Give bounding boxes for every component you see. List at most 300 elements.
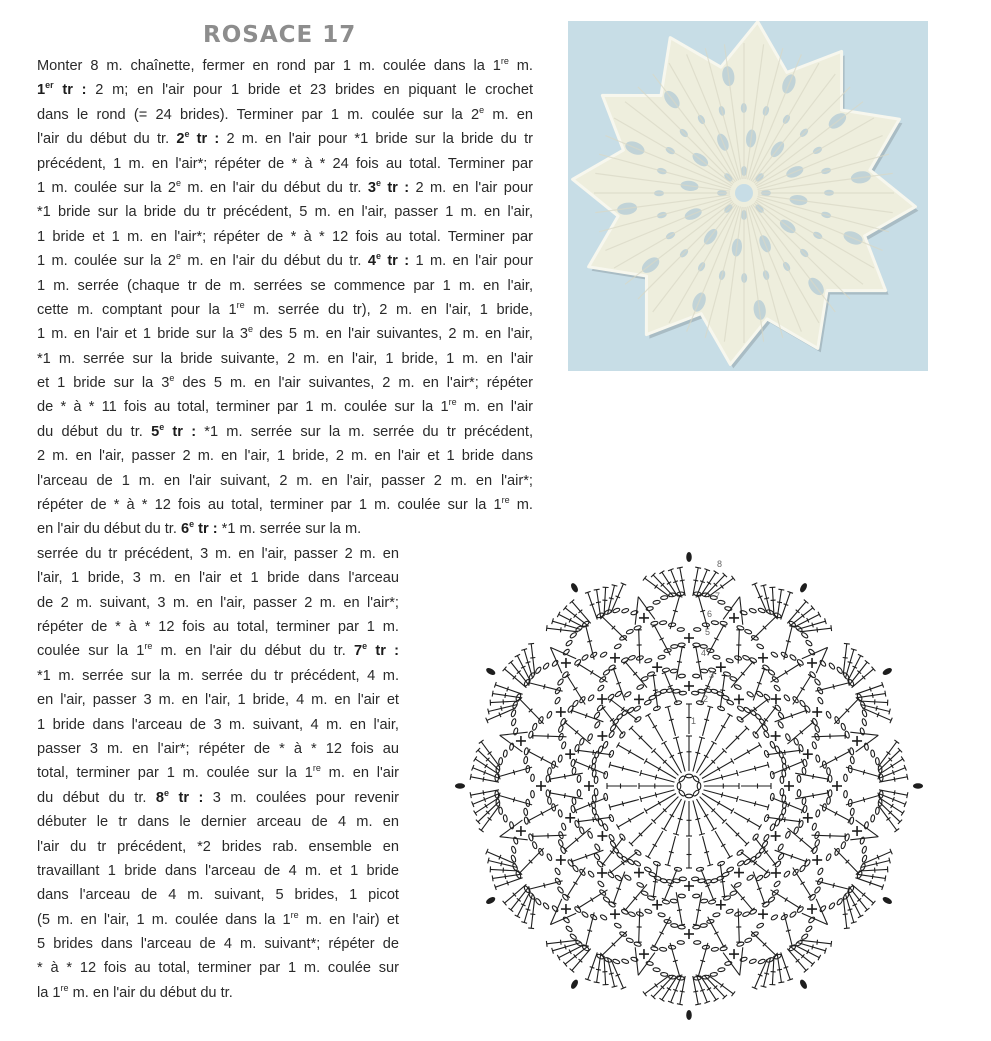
chain-stitch-mark <box>554 697 561 705</box>
chain-stitch-mark <box>758 958 766 964</box>
single-crochet-mark <box>610 909 620 919</box>
chain-stitch-mark <box>685 774 692 778</box>
ordinal-suffix: er <box>45 80 54 91</box>
instruction-text: m. en l'air <box>456 399 534 416</box>
instruction-line <box>37 249 533 273</box>
instruction-text: passer 3 m. en l'air*; répéter de * à * 12 fois au <box>37 740 399 757</box>
doily-center-hole <box>735 184 753 202</box>
single-crochet-mark <box>634 694 644 704</box>
single-crochet-mark <box>803 813 813 823</box>
double-crochet-mark <box>700 749 727 776</box>
chain-stitch-mark <box>572 700 579 708</box>
picot-mark <box>914 784 923 788</box>
single-crochet-mark <box>584 781 594 791</box>
chain-stitch-mark <box>535 666 542 674</box>
double-crochet-mark <box>686 736 692 771</box>
chain-stitch-mark <box>836 898 843 906</box>
chain-stitch-mark <box>875 757 880 765</box>
decrease-mark <box>635 947 655 975</box>
chain-stitch-mark <box>756 922 764 928</box>
chain-stitch-mark <box>780 776 784 783</box>
instruction-text: la 1 <box>37 984 61 1001</box>
chain-stitch-mark <box>826 797 830 805</box>
chain-stitch-mark <box>825 711 831 719</box>
double-crochet-mark <box>600 931 627 957</box>
ordinal-suffix: re <box>448 397 457 408</box>
double-crochet-mark <box>670 595 682 629</box>
chain-stitch-mark <box>546 853 552 861</box>
double-crochet-mark <box>585 952 597 980</box>
instruction-text: m. en l'air <box>320 765 399 782</box>
single-crochet-mark <box>684 929 694 939</box>
chain-stitch-mark <box>678 775 686 783</box>
double-crochet-mark <box>528 643 535 675</box>
instruction-line <box>37 152 533 176</box>
round-heading: 8 <box>155 789 165 806</box>
chain-stitch-mark <box>756 643 764 649</box>
ordinal-suffix: e <box>175 251 181 262</box>
chain-stitch-mark <box>726 699 734 705</box>
chain-stitch-mark <box>849 817 854 825</box>
round-2 <box>603 700 774 871</box>
chain-stitch-mark <box>797 789 801 796</box>
instruction-line <box>37 908 399 932</box>
fan-repeat <box>546 583 626 633</box>
double-crochet-mark <box>820 805 851 823</box>
fan-repeat <box>878 740 922 832</box>
single-crochet-mark <box>729 949 739 959</box>
double-crochet-mark <box>700 976 718 1002</box>
chain-stitch-mark <box>603 896 611 903</box>
instruction-line <box>37 956 399 980</box>
round-heading: tr : <box>189 131 220 148</box>
double-crochet-mark <box>781 591 793 619</box>
chain-stitch-mark <box>850 756 855 764</box>
chain-stitch-mark <box>565 925 573 932</box>
instruction-text: (5 m. en l'air, 1 m. coulée dans la 1 <box>37 911 291 928</box>
chain-stitch-mark <box>581 911 589 918</box>
chain-stitch-mark <box>870 815 875 823</box>
chain-stitch-mark <box>561 823 567 831</box>
instruction-line <box>37 274 533 298</box>
chain-stitch-mark <box>828 790 832 797</box>
instruction-line <box>37 883 399 907</box>
instruction-line <box>37 664 399 688</box>
double-crochet-mark <box>609 800 639 811</box>
instruction-line <box>37 371 533 395</box>
chain-stitch-mark <box>814 678 821 686</box>
instruction-text: précédent, 1 m. en l'air*; répéter de * à * 24 fois au total. Terminer par <box>37 155 533 172</box>
chain-stitch-mark <box>844 774 848 781</box>
crochet-chart <box>455 540 991 1041</box>
instruction-line <box>37 200 533 224</box>
chain-stitch-mark <box>614 643 622 649</box>
round-heading: 5 <box>151 423 160 440</box>
instruction-line <box>37 127 533 151</box>
chain-stitch-mark <box>621 958 629 964</box>
double-crochet-mark <box>693 737 705 772</box>
single-crochet-mark <box>807 658 817 668</box>
instruction-text: m. <box>509 497 533 514</box>
double-crochet-mark <box>855 878 883 890</box>
round-heading: tr : <box>367 643 400 660</box>
single-crochet-mark <box>734 694 744 704</box>
chain-stitch-mark <box>651 946 659 951</box>
instruction-line <box>37 566 399 590</box>
chain-stitch-mark <box>726 908 734 914</box>
instruction-line <box>37 835 399 859</box>
chain-stitch-mark <box>713 655 721 660</box>
double-crochet-mark <box>474 797 500 815</box>
instruction-text: 1 m. serrée (chaque tr de m. serrées se commence par 1 m. en l'air, <box>37 277 533 294</box>
instruction-text: Monter 8 m. chaînette, fermer en rond par 1 m. coulée dans la 1 <box>37 58 501 74</box>
chain-stitch-mark <box>660 595 668 600</box>
chain-stitch-mark <box>547 768 551 776</box>
instruction-text: et 1 bride sur la 3 <box>37 375 170 392</box>
chain-stitch-mark <box>503 815 508 823</box>
instruction-text: coulée sur la 1 <box>37 643 145 660</box>
chain-stitch-mark <box>602 741 608 749</box>
instruction-text: 5 brides dans l'arceau de 4 m. suivant*; répéter de <box>37 936 399 953</box>
double-crochet-mark <box>843 897 850 929</box>
round-6 <box>523 620 854 951</box>
chain-stitch-mark <box>777 843 784 851</box>
double-crochet-mark <box>734 742 762 760</box>
chain-stitch-mark <box>828 662 835 670</box>
round-heading: 1 <box>37 82 46 99</box>
double-crochet-mark <box>703 706 714 736</box>
instruction-line <box>37 810 399 834</box>
instruction-text: répéter de * à * 12 fois au total, terminer par 1 m. <box>37 618 399 635</box>
chain-stitch-mark <box>678 894 685 898</box>
chain-stitch-mark <box>763 730 770 738</box>
chain-stitch-mark <box>840 723 846 731</box>
chain-stitch-mark <box>720 621 728 626</box>
chain-stitch-mark <box>659 620 667 625</box>
chain-stitch-mark <box>546 775 550 782</box>
double-crochet-mark <box>474 756 500 774</box>
chain-stitch-mark <box>744 937 752 943</box>
chain-stitch-mark <box>671 923 679 927</box>
chain-stitch-mark <box>799 865 806 873</box>
round-4 <box>571 668 808 905</box>
single-crochet-mark <box>652 662 662 672</box>
picot-mark <box>486 667 496 675</box>
fan-repeat <box>486 849 536 929</box>
chain-stitch-mark <box>814 725 820 733</box>
double-crochet-mark <box>529 881 563 892</box>
double-crochet-mark <box>527 805 558 823</box>
round-number-label: 1 <box>691 716 697 726</box>
round-heading: 4 <box>367 253 376 270</box>
chain-stitch-mark <box>511 846 517 854</box>
chain-stitch-mark <box>581 654 589 661</box>
double-crochet-mark <box>650 864 657 897</box>
chain-stitch-mark <box>542 662 549 670</box>
chain-stitch-mark <box>815 755 820 763</box>
chain-stitch-mark <box>828 902 835 910</box>
double-crochet-mark <box>652 797 679 824</box>
double-crochet-mark <box>834 697 860 724</box>
chain-stitch-mark <box>644 658 652 664</box>
double-crochet-mark <box>739 800 769 811</box>
instruction-text: serrée du tr précédent, 3 m. en l'air, passer 2 m. en <box>37 545 399 562</box>
chain-stitch-mark <box>720 946 728 951</box>
chain-stitch-mark <box>693 643 700 647</box>
decrease-mark <box>850 820 878 840</box>
double-crochet-mark <box>498 767 532 779</box>
chain-stitch-mark <box>734 684 742 690</box>
single-crochet-mark <box>634 868 644 878</box>
chain-stitch-mark <box>746 874 754 881</box>
chain-stitch-mark <box>603 771 608 779</box>
chain-stitch-mark <box>619 833 626 841</box>
chain-stitch-mark <box>557 886 564 894</box>
double-crochet-mark <box>673 801 685 836</box>
instruction-line <box>37 542 399 566</box>
chain-stitch-mark <box>510 709 516 717</box>
double-crochet-mark <box>659 976 677 1002</box>
double-crochet-mark <box>846 767 880 779</box>
chain-stitch-mark <box>805 639 813 646</box>
double-crochet-mark <box>528 897 535 929</box>
double-crochet-mark <box>650 675 657 708</box>
chain-stitch-mark <box>746 691 754 698</box>
chain-stitch-mark <box>692 894 699 898</box>
chain-stitch-mark <box>498 807 503 815</box>
double-crochet-mark <box>563 720 590 744</box>
round-heading: 2 <box>176 131 185 148</box>
single-crochet-mark <box>565 749 575 759</box>
double-crochet-mark <box>726 823 749 846</box>
chain-stitch-mark <box>677 628 684 632</box>
double-crochet-mark <box>529 680 563 691</box>
double-crochet-mark <box>673 737 685 772</box>
double-crochet-mark <box>611 668 625 700</box>
double-crochet-mark <box>704 790 739 802</box>
round-heading: tr : <box>53 82 87 99</box>
instruction-text: 1 m. coulée sur la 2 <box>37 179 176 196</box>
ordinal-suffix: re <box>500 56 509 66</box>
chain-stitch-mark <box>612 607 620 613</box>
round-heading: tr : <box>169 789 204 806</box>
single-crochet-mark <box>784 781 794 791</box>
double-crochet-mark <box>775 850 807 864</box>
instruction-text: *1 m. serrée sur la m. <box>217 521 362 538</box>
chain-stitch-mark <box>670 899 678 904</box>
double-crochet-mark <box>704 783 739 789</box>
double-crochet-mark <box>578 747 611 754</box>
double-crochet-mark <box>601 706 623 734</box>
chain-stitch-mark <box>696 867 704 872</box>
instruction-text: *1 m. serrée sur la m. serrée du tr précédent, 4 m. <box>37 667 399 684</box>
chain-stitch-mark <box>710 972 718 977</box>
foundation-ring <box>677 774 701 798</box>
chain-stitch-mark <box>532 723 538 731</box>
round-number-label: 6 <box>707 609 713 619</box>
single-crochet-mark <box>652 900 662 910</box>
double-crochet-mark <box>583 912 594 946</box>
double-crochet-mark <box>815 881 849 892</box>
chain-stitch-mark <box>531 791 535 798</box>
ordinal-suffix: e <box>164 787 170 798</box>
double-crochet-mark <box>771 890 801 910</box>
chain-stitch-mark <box>711 620 719 625</box>
instruction-text: en l'air, passer 3 m. en l'air, 1 bride, 4 m. en l'air et <box>37 692 399 709</box>
double-crochet-mark <box>800 625 832 632</box>
double-crochet-mark <box>708 917 726 948</box>
chain-stitch-mark <box>783 694 790 702</box>
double-crochet-mark <box>565 674 585 704</box>
instruction-line <box>37 176 533 200</box>
chain-stitch-mark <box>770 651 778 658</box>
chain-stitch-mark <box>624 691 632 698</box>
chain-stitch-mark <box>554 867 561 875</box>
crochet-diagram <box>455 540 991 1041</box>
chain-stitch-mark <box>659 947 667 952</box>
double-crochet-mark <box>498 793 532 805</box>
chain-stitch-mark <box>861 846 867 854</box>
chain-stitch-mark <box>849 748 854 756</box>
ordinal-suffix: re <box>60 982 69 993</box>
chain-stitch-mark <box>658 655 666 660</box>
ordinal-suffix: re <box>290 909 299 920</box>
chain-stitch-mark <box>692 674 699 678</box>
round-number-label: 3 <box>709 670 715 680</box>
double-crochet-mark <box>751 615 778 641</box>
chain-stitch-mark <box>674 867 682 872</box>
fan-repeat <box>486 643 536 723</box>
chain-stitch-mark <box>498 757 503 765</box>
chain-stitch-mark <box>546 711 552 719</box>
chain-stitch-mark <box>565 639 573 646</box>
double-crochet-mark <box>670 943 682 977</box>
instruction-line <box>37 688 399 712</box>
double-crochet-mark <box>629 823 652 846</box>
chain-stitch-mark <box>535 898 542 906</box>
round-number-label: 4 <box>701 648 707 658</box>
double-crochet-mark <box>601 838 623 866</box>
double-crochet-mark <box>571 850 603 864</box>
chain-stitch-mark <box>713 912 721 917</box>
chain-stitch-mark <box>861 709 867 717</box>
chain-stitch-mark <box>558 755 563 763</box>
chain-stitch-mark <box>633 705 641 712</box>
chain-stitch-mark <box>758 607 766 613</box>
single-crochet-mark <box>561 658 571 668</box>
chain-stitch-mark <box>503 750 508 758</box>
double-crochet-mark <box>715 714 733 742</box>
double-crochet-mark <box>617 742 645 760</box>
instruction-text: des 5 m. en l'air suivantes, 2 m. en l'air, <box>253 326 533 343</box>
fan-repeat <box>546 940 626 990</box>
chain-stitch-mark <box>764 750 770 758</box>
double-crochet-mark <box>741 783 771 789</box>
chain-stitch-mark <box>797 775 801 782</box>
single-crochet-mark <box>639 613 649 623</box>
double-crochet-mark <box>577 890 607 910</box>
instruction-line <box>37 225 533 249</box>
double-crochet-mark <box>662 671 677 702</box>
ordinal-suffix: e <box>184 129 190 140</box>
chain-stitch-mark <box>711 947 719 952</box>
chain-stitch-mark <box>694 628 701 632</box>
double-crochet-mark <box>846 793 880 805</box>
single-crochet-mark <box>516 826 526 836</box>
double-crochet-mark <box>640 790 675 802</box>
chain-stitch-mark <box>783 870 790 878</box>
chain-stitch-mark <box>802 797 807 805</box>
round-number-label: 8 <box>717 559 723 569</box>
chain-stitch-mark <box>614 922 622 928</box>
chain-stitch-mark <box>770 793 775 801</box>
decrease-mark <box>850 732 878 752</box>
chain-stitch-mark <box>764 814 770 822</box>
single-crochet-mark <box>536 781 546 791</box>
chain-stitch-mark <box>773 684 781 691</box>
ordinal-suffix: e <box>175 177 181 188</box>
chain-stitch-mark <box>802 767 807 775</box>
double-crochet-mark <box>645 714 663 742</box>
chain-stitch-mark <box>644 908 652 914</box>
instruction-text: 3 m. coulées pour revenir <box>203 789 399 806</box>
ordinal-suffix: re <box>312 763 321 774</box>
decrease-mark <box>723 597 743 625</box>
chain-stitch-mark <box>692 775 700 783</box>
single-crochet-mark <box>684 633 694 643</box>
chain-stitch-mark <box>608 750 614 758</box>
chain-stitch-mark <box>679 691 686 695</box>
chain-stitch-mark <box>558 839 564 847</box>
instruction-text: l'air du tr précédent, *2 brides rab. ensemble en <box>37 838 399 855</box>
chain-stitch-mark <box>678 643 685 647</box>
instruction-line <box>37 737 399 761</box>
chain-stitch-mark <box>736 849 744 856</box>
chain-stitch-mark <box>532 841 538 849</box>
double-crochet-mark <box>731 884 755 911</box>
chain-stitch-mark <box>523 756 528 764</box>
instruction-text: cette m. comptant pour la 1 <box>37 301 237 318</box>
chart-marks <box>456 553 923 1020</box>
chain-stitch-mark <box>726 658 734 664</box>
chain-stitch-mark <box>694 941 701 945</box>
chain-stitch-mark <box>510 855 516 863</box>
decrease-mark <box>550 899 576 925</box>
instruction-line <box>37 103 533 127</box>
instruction-line <box>37 493 533 517</box>
decrease-mark <box>802 899 828 925</box>
double-crochet-mark <box>611 872 625 904</box>
chain-stitch-mark <box>653 705 661 711</box>
picot-mark <box>486 896 496 904</box>
chain-stitch-mark <box>844 791 848 798</box>
chain-stitch-mark <box>612 958 620 964</box>
chain-stitch-mark <box>561 741 567 749</box>
single-crochet-mark <box>716 900 726 910</box>
single-crochet-mark <box>729 613 739 623</box>
chain-stitch-mark <box>587 870 594 878</box>
chain-stitch-mark <box>777 721 784 729</box>
double-crochet-mark <box>652 917 670 948</box>
double-crochet-mark <box>772 798 803 813</box>
chain-stitch-mark <box>700 899 708 904</box>
chain-stitch-mark <box>671 644 679 648</box>
chain-stitch-mark <box>718 967 726 972</box>
double-crochet-mark <box>820 749 851 767</box>
instruction-text: m. en l'air du début du tr. <box>180 253 368 270</box>
chain-stitch-mark <box>577 789 581 796</box>
double-crochet-mark <box>563 828 590 852</box>
